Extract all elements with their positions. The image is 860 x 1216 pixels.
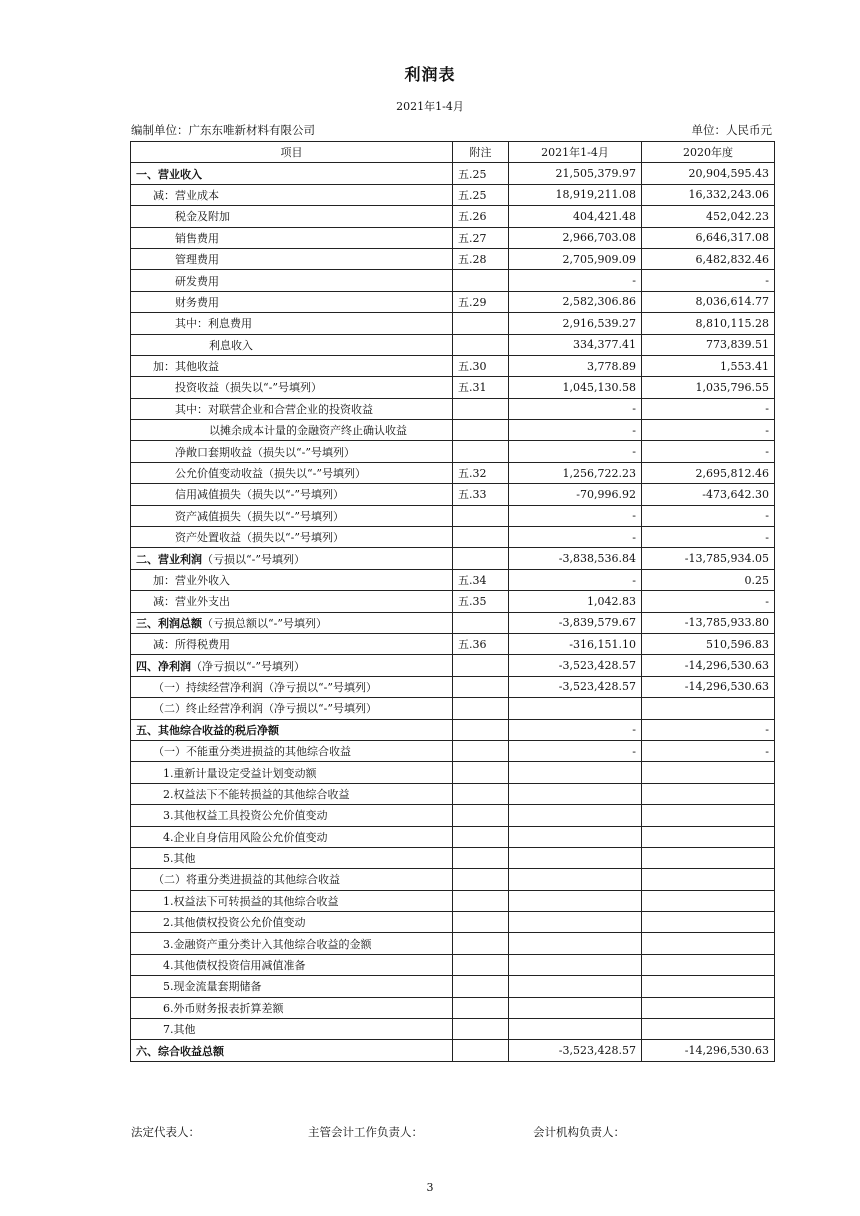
row-item-text: 5.其他 (163, 852, 196, 866)
header-current-period: 2021年1-4月 (509, 142, 642, 163)
row-item-label (131, 676, 453, 697)
row-note: 五.35 (453, 591, 509, 612)
row-note (453, 933, 509, 954)
row-item-text: 1.权益法下可转损益的其他综合收益 (163, 894, 339, 908)
row-note (453, 783, 509, 804)
row-item-text: 财务费用 (175, 295, 219, 309)
row-current-value: 2,916,539.27 (509, 313, 642, 334)
table-row (131, 1019, 775, 1040)
row-note (453, 762, 509, 783)
row-item-text: 减：营业成本 (153, 188, 219, 202)
row-item-text: 其中：对联营企业和合营企业的投资收益 (175, 402, 373, 416)
row-item-text: 资产处置收益（损失以“-”号填列） (175, 531, 344, 545)
row-note: 五.28 (453, 248, 509, 269)
row-item-label (131, 1019, 453, 1040)
row-prior-value: -473,642.30 (642, 484, 775, 505)
row-note (453, 270, 509, 291)
row-item-label (131, 163, 453, 184)
company-name: 编制单位：广东东唯新材料有限公司 (131, 123, 315, 137)
row-prior-value (642, 912, 775, 933)
accounting-dept-head-label: 会计机构负责人： (533, 1125, 625, 1139)
row-note (453, 505, 509, 526)
table-row (131, 163, 775, 184)
row-item-text: 加：营业外收入 (153, 574, 230, 587)
table-row (131, 398, 775, 419)
row-item-text: 信用减值损失（损失以“-”号填列） (175, 488, 344, 502)
row-item-text: 净敞口套期收益（损失以“-”号填列） (175, 445, 355, 459)
row-item-label (131, 633, 453, 654)
row-item-text: 利息收入 (209, 338, 253, 352)
table-row (131, 912, 775, 933)
table-row (131, 633, 775, 654)
row-item-text: 税金及附加 (175, 210, 230, 224)
row-item-text: 减：营业外支出 (153, 595, 230, 609)
row-item-label (131, 698, 453, 719)
table-row (131, 783, 775, 804)
table-row (131, 227, 775, 248)
row-note: 五.26 (453, 206, 509, 227)
row-current-value: 334,377.41 (509, 334, 642, 355)
row-current-value: -3,523,428.57 (509, 1040, 642, 1061)
row-note (453, 698, 509, 719)
row-item-label (131, 227, 453, 248)
row-current-value (509, 698, 642, 719)
table-row (131, 569, 775, 590)
table-row (131, 1040, 775, 1061)
row-item-label (131, 527, 453, 548)
table-row (131, 291, 775, 312)
table-row (131, 591, 775, 612)
row-item-label (131, 655, 453, 676)
row-prior-value: - (642, 420, 775, 441)
row-current-value (509, 912, 642, 933)
row-item-text: 四、净利润 (136, 659, 191, 673)
row-note (453, 869, 509, 890)
table-body (131, 163, 775, 1061)
row-prior-value: - (642, 505, 775, 526)
table-row (131, 313, 775, 334)
row-item-label (131, 954, 453, 975)
row-item-text: （一）不能重分类进损益的其他综合收益 (153, 745, 351, 759)
legal-representative-label: 法定代表人： (131, 1125, 200, 1139)
table-row (131, 206, 775, 227)
row-note (453, 976, 509, 997)
row-item-text: 3.其他权益工具投资公允价值变动 (163, 809, 328, 823)
row-note (453, 740, 509, 761)
row-item-text: 减：所得税费用 (153, 638, 230, 652)
row-item-text: 五、其他综合收益的税后净额 (136, 723, 279, 737)
row-current-value: -3,523,428.57 (509, 655, 642, 676)
table-row (131, 933, 775, 954)
row-current-value (509, 997, 642, 1018)
row-item-text: （一）持续经营净利润（净亏损以“-”号填列） (153, 680, 377, 694)
table-row (131, 719, 775, 740)
row-item-text: 研发费用 (175, 274, 219, 288)
row-prior-value: - (642, 270, 775, 291)
row-item-label (131, 206, 453, 227)
row-note (453, 997, 509, 1018)
row-note: 五.34 (453, 569, 509, 590)
row-item-label (131, 1040, 453, 1061)
row-current-value: 2,966,703.08 (509, 227, 642, 248)
row-prior-value: 1,553.41 (642, 355, 775, 376)
row-note (453, 719, 509, 740)
row-item-label (131, 591, 453, 612)
row-prior-value: - (642, 398, 775, 419)
row-current-value (509, 847, 642, 868)
row-prior-value (642, 805, 775, 826)
table-row (131, 484, 775, 505)
row-item-label (131, 441, 453, 462)
row-current-value: - (509, 398, 642, 419)
row-item-label (131, 933, 453, 954)
row-prior-value: 452,042.23 (642, 206, 775, 227)
row-prior-value (642, 976, 775, 997)
table-row (131, 997, 775, 1018)
row-item-label (131, 912, 453, 933)
row-item-text: 投资收益（损失以“-”号填列） (175, 381, 322, 395)
table-row (131, 954, 775, 975)
row-item-text: 加：其他收益 (153, 360, 219, 374)
row-item-suffix: （亏损总额以“-”号填列） (202, 616, 327, 630)
row-current-value: - (509, 420, 642, 441)
row-item-text: 资产减值损失（损失以“-”号填列） (175, 509, 344, 523)
row-current-value (509, 805, 642, 826)
row-note: 五.36 (453, 633, 509, 654)
row-item-text: 2.其他债权投资公允价值变动 (163, 916, 306, 930)
row-item-text: 7.其他 (163, 1023, 196, 1037)
table-row (131, 869, 775, 890)
row-note (453, 655, 509, 676)
row-prior-value (642, 933, 775, 954)
row-item-label (131, 184, 453, 205)
row-note: 五.32 (453, 462, 509, 483)
table-row (131, 676, 775, 697)
row-prior-value: - (642, 719, 775, 740)
row-item-label (131, 420, 453, 441)
row-current-value: 1,042.83 (509, 591, 642, 612)
row-prior-value: 8,036,614.77 (642, 291, 775, 312)
row-note (453, 676, 509, 697)
row-current-value: 18,919,211.08 (509, 184, 642, 205)
row-item-label (131, 612, 453, 633)
table-row (131, 826, 775, 847)
report-period: 2021年1-4月 (396, 100, 464, 113)
row-item-label (131, 548, 453, 569)
row-prior-value: 20,904,595.43 (642, 163, 775, 184)
row-current-value: - (509, 527, 642, 548)
table-row (131, 270, 775, 291)
report-title: 利润表 (404, 65, 456, 84)
row-note: 五.25 (453, 163, 509, 184)
row-prior-value: -14,296,530.63 (642, 655, 775, 676)
row-current-value: 2,705,909.09 (509, 248, 642, 269)
row-item-text: 以摊余成本计量的金融资产终止确认收益 (209, 424, 407, 438)
row-item-text: 销售费用 (175, 231, 219, 245)
row-prior-value: - (642, 441, 775, 462)
row-prior-value (642, 890, 775, 911)
row-prior-value (642, 869, 775, 890)
row-current-value (509, 783, 642, 804)
table-row (131, 612, 775, 633)
row-note (453, 441, 509, 462)
row-note (453, 847, 509, 868)
row-item-suffix: （净亏损以“-”号填列） (191, 659, 305, 673)
row-note: 五.29 (453, 291, 509, 312)
accounting-head-label: 主管会计工作负责人： (308, 1125, 423, 1139)
row-current-value (509, 890, 642, 911)
row-prior-value: 0.25 (642, 569, 775, 590)
currency-unit: 单位：人民币元 (691, 123, 772, 137)
row-prior-value: -13,785,933.80 (642, 612, 775, 633)
table-row (131, 505, 775, 526)
row-item-text: 2.权益法下不能转损益的其他综合收益 (163, 787, 350, 801)
row-note (453, 612, 509, 633)
row-item-label (131, 291, 453, 312)
table-row (131, 847, 775, 868)
row-prior-value (642, 783, 775, 804)
row-prior-value: -14,296,530.63 (642, 676, 775, 697)
row-item-text: 5.现金流量套期储备 (163, 980, 262, 994)
row-current-value: - (509, 719, 642, 740)
row-current-value (509, 869, 642, 890)
row-prior-value: 773,839.51 (642, 334, 775, 355)
header-prior-year: 2020年度 (642, 142, 775, 163)
row-item-label (131, 976, 453, 997)
row-item-text: 6.外币财务报表折算差额 (163, 1001, 284, 1015)
row-item-label (131, 398, 453, 419)
table-row (131, 527, 775, 548)
row-item-text: 三、利润总额 (136, 616, 202, 630)
row-current-value: -70,996.92 (509, 484, 642, 505)
table-row (131, 655, 775, 676)
row-current-value: -3,523,428.57 (509, 676, 642, 697)
row-item-label (131, 805, 453, 826)
row-item-text: 二、营业利润 (136, 552, 202, 566)
row-prior-value (642, 826, 775, 847)
table-row (131, 377, 775, 398)
row-item-label (131, 505, 453, 526)
row-current-value: 3,778.89 (509, 355, 642, 376)
row-note: 五.33 (453, 484, 509, 505)
row-item-label (131, 890, 453, 911)
row-note: 五.30 (453, 355, 509, 376)
row-current-value (509, 826, 642, 847)
row-item-label (131, 569, 453, 590)
row-item-text: 管理费用 (175, 253, 219, 267)
row-note (453, 527, 509, 548)
table-row (131, 184, 775, 205)
row-current-value: -316,151.10 (509, 633, 642, 654)
row-current-value: -3,839,579.67 (509, 612, 642, 633)
row-prior-value: 6,646,317.08 (642, 227, 775, 248)
row-prior-value (642, 762, 775, 783)
income-statement-table (130, 141, 775, 1062)
row-item-text: 1.重新计量设定受益计划变动额 (163, 766, 317, 780)
row-item-text: 其中：利息费用 (175, 317, 252, 331)
row-item-label (131, 826, 453, 847)
row-prior-value: - (642, 591, 775, 612)
row-item-label (131, 484, 453, 505)
row-current-value: -3,838,536.84 (509, 548, 642, 569)
row-prior-value: - (642, 527, 775, 548)
row-item-text: 4.企业自身信用风险公允价值变动 (163, 830, 328, 844)
row-item-label (131, 334, 453, 355)
row-current-value: 2,582,306.86 (509, 291, 642, 312)
row-current-value: 404,421.48 (509, 206, 642, 227)
row-current-value: - (509, 569, 642, 590)
row-current-value: 21,505,379.97 (509, 163, 642, 184)
table-row (131, 248, 775, 269)
row-note (453, 548, 509, 569)
header-note: 附注 (453, 142, 509, 163)
row-prior-value: 2,695,812.46 (642, 462, 775, 483)
table-row (131, 890, 775, 911)
row-prior-value: 8,810,115.28 (642, 313, 775, 334)
row-note (453, 826, 509, 847)
row-note (453, 805, 509, 826)
row-prior-value: 6,482,832.46 (642, 248, 775, 269)
header-item: 项目 (131, 142, 453, 163)
table-row (131, 698, 775, 719)
row-item-label (131, 377, 453, 398)
row-prior-value: - (642, 740, 775, 761)
table-header-row (131, 142, 775, 163)
row-item-text: 4.其他债权投资信用减值准备 (163, 959, 306, 973)
row-prior-value: 1,035,796.55 (642, 377, 775, 398)
row-item-label (131, 847, 453, 868)
row-note: 五.25 (453, 184, 509, 205)
row-current-value (509, 954, 642, 975)
row-prior-value: 16,332,243.06 (642, 184, 775, 205)
row-prior-value (642, 954, 775, 975)
row-note (453, 912, 509, 933)
row-item-label (131, 719, 453, 740)
row-item-label (131, 997, 453, 1018)
row-prior-value: 510,596.83 (642, 633, 775, 654)
row-note (453, 313, 509, 334)
row-item-text: 一、营业收入 (136, 167, 202, 181)
row-note: 五.31 (453, 377, 509, 398)
table-row (131, 420, 775, 441)
row-note (453, 334, 509, 355)
row-item-text: （二）终止经营净利润（净亏损以“-”号填列） (153, 702, 377, 716)
row-item-label (131, 462, 453, 483)
row-prior-value (642, 847, 775, 868)
row-item-text: （二）将重分类进损益的其他综合收益 (153, 873, 340, 887)
row-item-label (131, 762, 453, 783)
row-current-value (509, 762, 642, 783)
table-row (131, 548, 775, 569)
table-row (131, 441, 775, 462)
row-item-label (131, 313, 453, 334)
row-current-value: - (509, 441, 642, 462)
row-item-label (131, 355, 453, 376)
table-row (131, 462, 775, 483)
row-item-text: 六、综合收益总额 (136, 1044, 224, 1058)
row-current-value: - (509, 505, 642, 526)
table-row (131, 355, 775, 376)
table-row (131, 762, 775, 783)
row-item-label (131, 783, 453, 804)
row-current-value (509, 933, 642, 954)
row-note: 五.27 (453, 227, 509, 248)
row-note (453, 398, 509, 419)
row-note (453, 890, 509, 911)
row-current-value: - (509, 740, 642, 761)
row-item-label (131, 270, 453, 291)
row-note (453, 954, 509, 975)
row-current-value: - (509, 270, 642, 291)
row-item-label (131, 740, 453, 761)
row-item-label (131, 869, 453, 890)
row-prior-value (642, 698, 775, 719)
row-item-suffix: （亏损以“-”号填列） (202, 552, 305, 566)
row-prior-value: -13,785,934.05 (642, 548, 775, 569)
row-note (453, 1019, 509, 1040)
table-row (131, 976, 775, 997)
page-number: 3 (426, 1181, 434, 1194)
row-current-value (509, 1019, 642, 1040)
table-row (131, 805, 775, 826)
table-row (131, 740, 775, 761)
row-item-label (131, 248, 453, 269)
row-current-value (509, 976, 642, 997)
table-row (131, 334, 775, 355)
row-current-value: 1,045,130.58 (509, 377, 642, 398)
row-prior-value (642, 1019, 775, 1040)
row-note (453, 420, 509, 441)
row-prior-value (642, 997, 775, 1018)
row-current-value: 1,256,722.23 (509, 462, 642, 483)
row-note (453, 1040, 509, 1061)
row-prior-value: -14,296,530.63 (642, 1040, 775, 1061)
row-item-text: 3.金融资产重分类计入其他综合收益的金额 (163, 937, 372, 951)
row-item-text: 公允价值变动收益（损失以“-”号填列） (175, 467, 366, 481)
